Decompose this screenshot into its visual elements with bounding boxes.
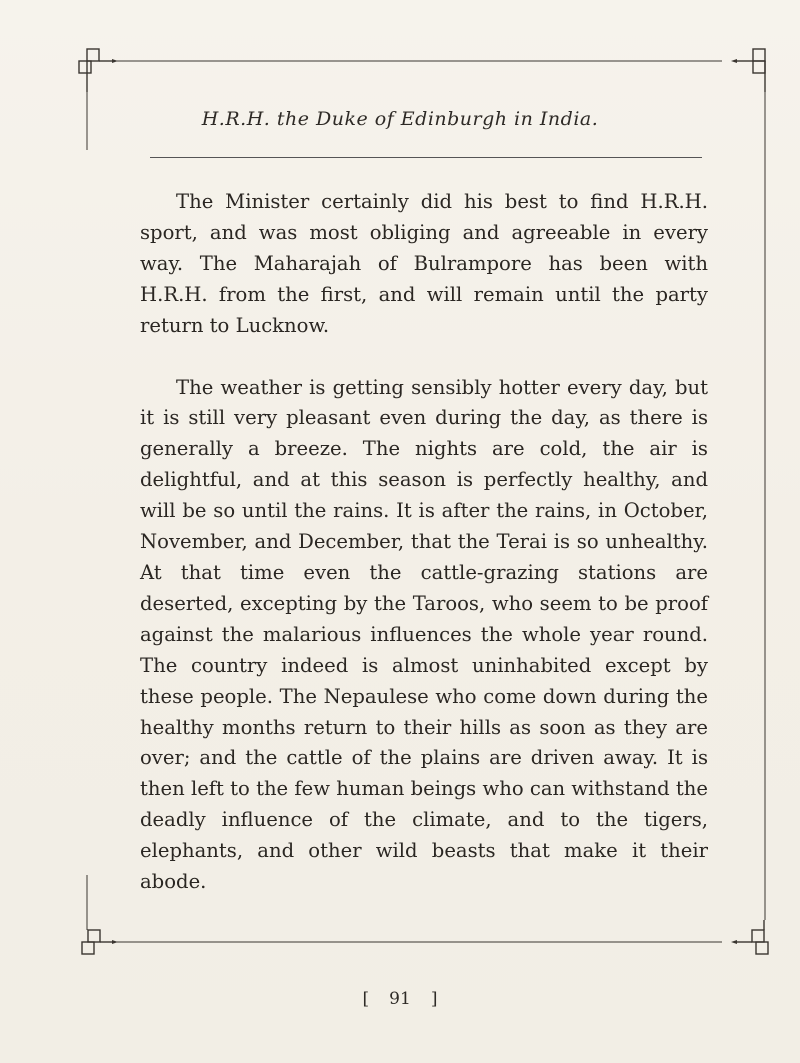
header-title-prefix: H.R.H. bbox=[201, 108, 271, 130]
running-header bbox=[0, 108, 800, 130]
corner-ornament-top-left bbox=[79, 49, 112, 92]
header-title-rest: the Duke of Edinburgh in India. bbox=[276, 108, 599, 130]
bracket-close: ] bbox=[430, 989, 438, 1009]
body-text bbox=[140, 187, 708, 898]
page-number: 91 bbox=[389, 989, 411, 1009]
corner-ornament-bottom-left bbox=[82, 930, 112, 954]
corner-ornament-bottom-right bbox=[737, 920, 768, 954]
paragraph-1: The Minister certainly did his best to find H.R.H. sport, and was most obliging and agreeable in every way. The Maharajah of Bulrampore has been with H.R.H. from the first, and will remain until the party return to Lucknow. bbox=[140, 190, 708, 337]
bracket-open: [ bbox=[362, 989, 370, 1009]
page-number-footer bbox=[0, 989, 800, 1009]
corner-ornament-top-right bbox=[737, 49, 765, 92]
header-rule bbox=[150, 157, 702, 158]
paragraph-2: The weather is getting sensibly hotter every day, but it is still very pleasant even during the day, as there is generally a breeze. The nights are cold, the air is delightful, and at this season is perfectly healthy, and will be so until the rains. It is after the rains, in October, November, and December, that the Terai is so unhealthy. At that time even the cattle-grazing stations are deserted, excepting by the Taroos, who seem to be proof against the malarious influences the whole year round. The country indeed is almost uninhabited except by these people. The Nepaulese who come down during the healthy months return to their hills as soon as they are over; and the cattle of the plains are driven away. It is then left to the few human beings who can withstand the deadly influence of the climate, and to the tigers, elephants, and other wild beasts that make it their abode. bbox=[140, 375, 708, 894]
